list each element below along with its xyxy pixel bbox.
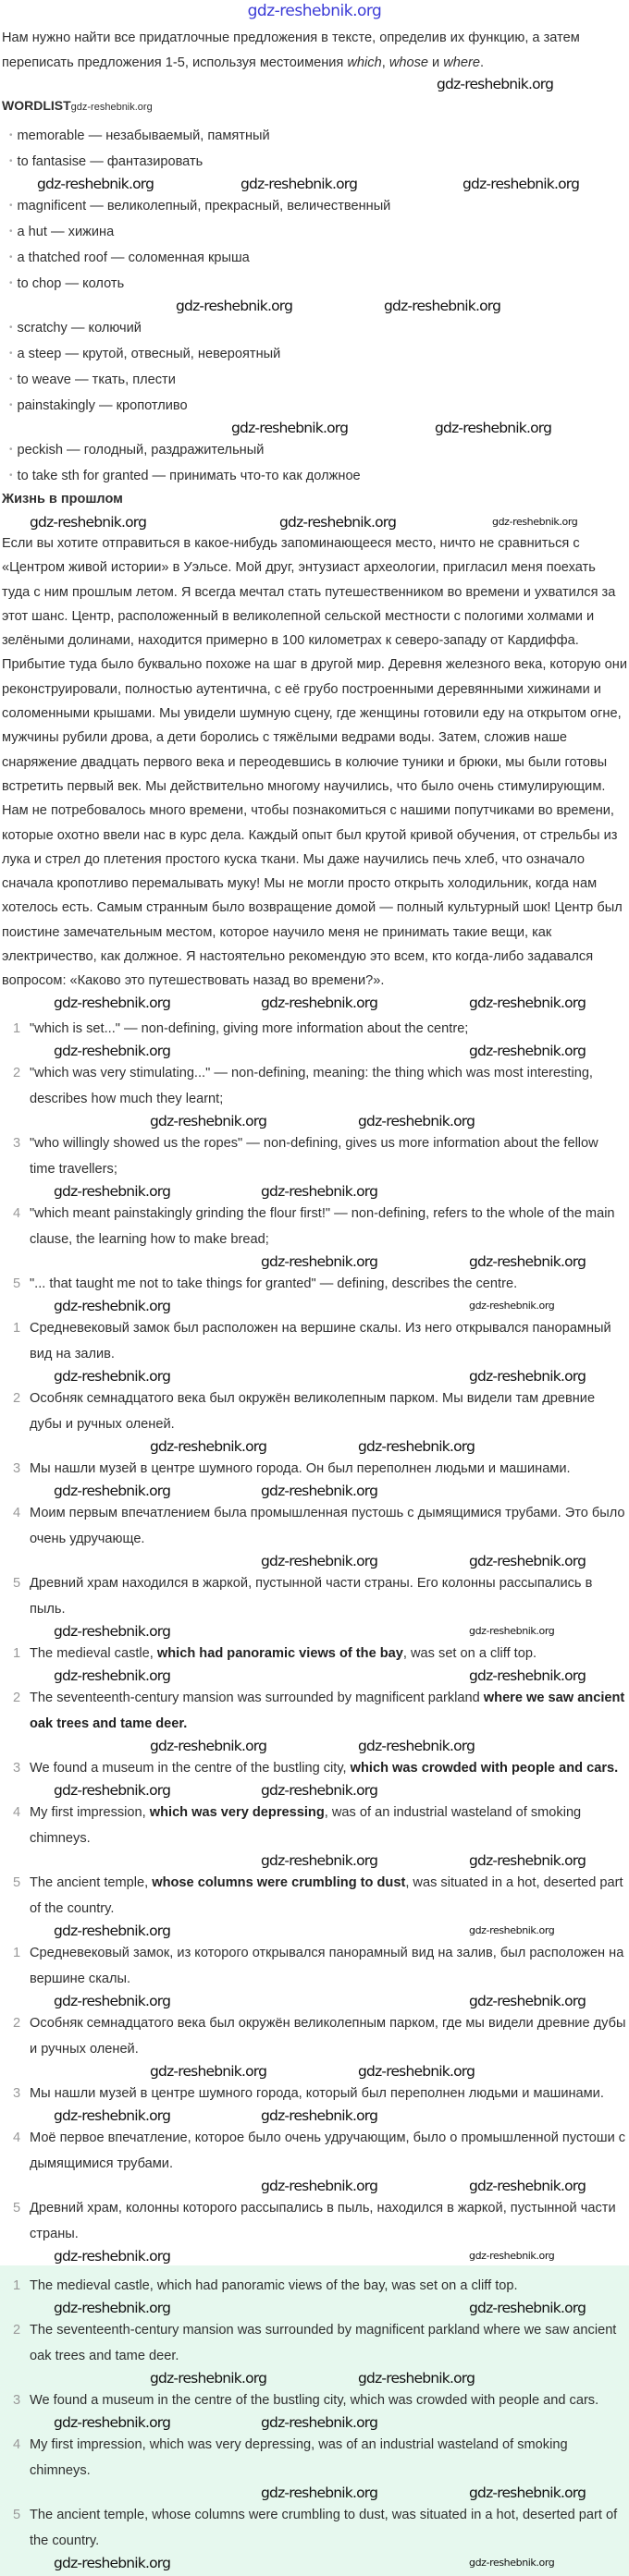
russian-sentence (2, 1456, 627, 1482)
wordlist-item: • memorable — незабываемый, памятный (9, 123, 627, 149)
analysis-item (2, 1060, 627, 1112)
russian-combined-sentence (2, 2081, 627, 2106)
item-number: 4 (13, 1205, 21, 1221)
item-number: 3 (13, 1460, 21, 1476)
watermark: gdz-reshebnik.org (469, 1299, 555, 1312)
analysis-item (2, 1016, 627, 1042)
watermark: gdz-reshebnik.org (240, 176, 358, 192)
watermark: gdz-reshebnik.org (469, 1992, 586, 2009)
item-text (30, 1800, 627, 1851)
wordlist-item: • peckish — голодный, раздражительный (9, 437, 627, 463)
item-number: 2 (13, 2322, 21, 2338)
watermark: gdz-reshebnik.org (150, 1112, 267, 1129)
wordlist-item: • to take sth for granted — принимать что-то как должное (9, 463, 627, 489)
watermark: gdz-reshebnik.org (469, 1252, 586, 1270)
watermark: gdz-reshebnik.org (54, 2247, 171, 2265)
wordlist-item: • magnificent — великолепный, прекрасный, величественный (9, 193, 627, 219)
watermark: gdz-reshebnik.org (261, 2177, 378, 2194)
watermark-row (2, 1367, 627, 1386)
watermark: gdz-reshebnik.org (469, 2484, 586, 2501)
task-intro (2, 26, 627, 75)
watermark: gdz-reshebnik.org (358, 1737, 475, 1754)
watermark: gdz-reshebnik.org (150, 1737, 267, 1754)
watermark-row (2, 2299, 627, 2317)
site-header-logo[interactable]: gdz-reshebnik.org (247, 2, 382, 20)
russian-sentence (2, 1315, 627, 1367)
item-number: 3 (13, 2085, 21, 2101)
watermark: gdz-reshebnik.org (469, 1552, 586, 1569)
watermark: gdz-reshebnik.org (437, 76, 554, 92)
item-number: 2 (13, 2015, 21, 2031)
watermark-row (2, 1552, 627, 1570)
watermark: gdz-reshebnik.org (261, 2106, 378, 2124)
watermark-row (9, 297, 627, 315)
russian-sentence (2, 1570, 627, 1622)
wordlist-item: • scratchy — колючий (9, 315, 627, 341)
watermark: gdz-reshebnik.org (54, 1367, 171, 1385)
watermark: gdz-reshebnik.org (261, 1182, 378, 1200)
text-plain: The medieval castle, (30, 1645, 157, 1661)
russian-combined-sentence (2, 2125, 627, 2177)
item-number: 4 (13, 2436, 21, 2452)
english-sentence (2, 1800, 627, 1851)
text-plain: My first impression, (30, 1804, 150, 1820)
watermark: gdz-reshebnik.org (261, 2413, 378, 2431)
watermark-row (2, 1482, 627, 1500)
item-text: My first impression, which was very depressing, was of an industrial wasteland of smoking chimneys. (30, 2436, 568, 2478)
english-sentence (2, 1755, 627, 1781)
watermark: gdz-reshebnik.org (261, 1781, 378, 1799)
watermark: gdz-reshebnik.org (469, 1367, 586, 1385)
item-text: Особняк семнадцатого века был окружён великолепным парком, где мы видели древние дубы и ручных оленей. (30, 2015, 626, 2057)
item-text: Древний храм, колонны которого рассыпались в пыль, находился в жаркой, пустынной части страны. (30, 2200, 616, 2241)
story-text: Если вы хотите отправиться в какое-нибудь запоминающееся место, ничто не сравниться с «Центром живой истории» в Уэльсе. Мой друг, энтузиаст археологии, пригласил меня поехать туда с ним прошлым летом. Я всегда мечтал стать путешественником во времени и ухватился за этот шанс. Центр, расположенный в великолепной сельской местности с пологими холмами и зелёными долинами, находится примерно в 100 километрах к северо-западу от Кардиффа. Прибытие туда было буквально похоже на шаг в другой мир. Деревня железного века, которую они реконструировали, полностью аутентична, с её грубо построенными деревянными хижинами и соломенными крышами. Мы увидели шумную сцену, где женщины готовили еду на открытом огне, мужчины рубили дрова, а дети боролись с тяжёлыми ведрами воды. Затем, сложив наше снаряжение двадцать первого века и переодевшись в колючие туники и брюки, мы были готовы встретить первый век. Мы действительно многому научились, что было очень стимулирующим. Нам не потребовалось много времени, чтобы познакомиться с нашими попутчиками во времени, которые охотно ввели нас в курс дела. Каждый опыт был крутой кривой обучения, от стрельбы из лука и стрел до плетения простого куска ткани. Мы даже научились печь хлеб, что означало сначала кропотливо перемалывать муку! Мы не могли просто открыть холодильник, когда нам хотелось есть. Самым странным было возвращение домой — полный культурный шок! Центр был поистине замечательным местом, которое научило меня не принимать такие вещи, как электричество, как должное. Я настоятельно рекомендую это всем, кто когда-либо задавался вопросом: «Каково это путешествовать назад во времени?». (2, 536, 627, 989)
watermark: gdz-reshebnik.org (150, 2369, 267, 2387)
item-text (30, 1685, 627, 1737)
relative-clause: which was crowded with people and cars. (350, 1760, 619, 1776)
watermark: gdz-reshebnik.org (469, 1851, 586, 1869)
item-text: Средневековый замок был расположен на вершине скалы. Из него открывался панорамный вид на залив. (30, 1320, 611, 1361)
watermark: gdz-reshebnik.org (54, 1622, 171, 1640)
english-sentence (2, 1641, 627, 1666)
watermark: gdz-reshebnik.org (469, 994, 586, 1011)
item-text: The ancient temple, whose columns were crumbling to dust, was situated in a hot, deserted part of the country. (30, 2507, 618, 2548)
item-number: 3 (13, 1135, 21, 1151)
watermark-row (2, 1622, 627, 1641)
watermark-row (9, 175, 627, 193)
watermark-row (2, 2554, 627, 2572)
watermark: gdz-reshebnik.org (469, 2556, 555, 2569)
text-plain: The seventeenth-century mansion was surrounded by magnificent parkland (30, 1690, 484, 1705)
watermark-row (2, 1182, 627, 1201)
item-text: Мы нашли музей в центре шумного города. Он был переполнен людьми и машинами. (30, 1460, 571, 1476)
wordlist-item: • a hut — хижина (9, 219, 627, 245)
watermark: gdz-reshebnik.org (30, 514, 147, 531)
wordlist (2, 123, 627, 489)
watermark: gdz-reshebnik.org (261, 994, 378, 1011)
item-number: 4 (13, 1804, 21, 1820)
watermark: gdz-reshebnik.org (469, 1624, 555, 1637)
wordlist-title (2, 95, 627, 123)
watermark: gdz-reshebnik.org (150, 1437, 267, 1455)
watermark: gdz-reshebnik.org (358, 2369, 475, 2387)
watermark-row (2, 1737, 627, 1755)
watermark: gdz-reshebnik.org (261, 1851, 378, 1869)
item-number: 5 (13, 1874, 21, 1890)
watermark-row (2, 1781, 627, 1800)
answer-item (2, 2387, 627, 2413)
watermark: gdz-reshebnik.org (469, 1923, 555, 1936)
watermark: gdz-reshebnik.org (261, 1482, 378, 1499)
watermark: gdz-reshebnik.org (54, 1922, 171, 1939)
watermark: gdz-reshebnik.org (54, 2413, 171, 2431)
watermark: gdz-reshebnik.org (469, 2299, 586, 2316)
answer-item (2, 2502, 627, 2554)
watermark-row (2, 994, 627, 1012)
item-text: "which was very stimulating..." — non-defining, meaning: the thing which was most interesting, describes how much they learnt; (30, 1065, 593, 1106)
watermark-row (2, 2177, 627, 2195)
item-text: Моё первое впечатление, которое было очень удручающим, было о промышленной пустоши с дымящимися трубами. (30, 2130, 626, 2171)
item-number: 1 (13, 1320, 21, 1336)
russian-combined-list (2, 1940, 627, 2265)
watermark: gdz-reshebnik.org (54, 1482, 171, 1499)
watermark: gdz-reshebnik.org (54, 1182, 171, 1200)
analysis-item (2, 1130, 627, 1182)
analysis-item (2, 1271, 627, 1297)
answer-item (2, 2432, 627, 2484)
text-plain: , was of an industrial wasteland of smoking chimneys. (30, 1804, 582, 1846)
wordlist-item: • to fantasise — фантазировать (9, 149, 627, 175)
watermark: gdz-reshebnik.org (37, 176, 154, 192)
text-plain: , was situated in a hot, deserted part of the country. (30, 1874, 623, 1916)
text-plain: We found a museum in the centre of the bustling city, (30, 1760, 351, 1776)
analysis-item (2, 1201, 627, 1252)
watermark: gdz-reshebnik.org (54, 2106, 171, 2124)
relative-clause: whose columns were crumbling to dust (152, 1874, 406, 1890)
watermark: gdz-reshebnik.org (384, 298, 501, 314)
watermark-row (2, 2413, 627, 2432)
watermark-row (2, 1437, 627, 1456)
item-text (30, 1755, 627, 1781)
intro-sep: , (381, 55, 389, 70)
item-number: 2 (13, 1390, 21, 1406)
answer-item (2, 2317, 627, 2369)
english-sentence (2, 1685, 627, 1737)
watermark-row (2, 513, 627, 531)
answers-list (2, 2273, 627, 2572)
watermark: gdz-reshebnik.org (54, 1992, 171, 2009)
watermark: gdz-reshebnik.org (176, 298, 293, 314)
item-number: 1 (13, 1945, 21, 1960)
watermark: gdz-reshebnik.org (54, 2299, 171, 2316)
russian-combined-sentence (2, 1940, 627, 1992)
item-text: Древний храм находился в жаркой, пустынной части страны. Его колонны рассыпались в пыль. (30, 1575, 593, 1617)
watermark: gdz-reshebnik.org (469, 1666, 586, 1684)
intro-text: Нам нужно найти все придатлочные предложения в тексте, определив их функцию, а затем переписать предложения 1-5, используя местоимения (2, 31, 580, 70)
watermark: gdz-reshebnik.org (54, 1666, 171, 1684)
clause-analysis-list (2, 1016, 627, 1315)
russian-combined-sentence (2, 2010, 627, 2062)
watermark: gdz-reshebnik.org (358, 2062, 475, 2080)
russian-sentence (2, 1500, 627, 1552)
watermark: gdz-reshebnik.org (358, 1437, 475, 1455)
watermark-row (2, 2484, 627, 2502)
watermark-row (2, 2062, 627, 2081)
item-number: 2 (13, 1690, 21, 1705)
watermark-row (2, 1851, 627, 1870)
watermark-row (2, 75, 627, 93)
item-number: 4 (13, 2130, 21, 2145)
wordlist-label: WORDLIST (2, 98, 71, 113)
item-number: 1 (13, 2277, 21, 2293)
watermark: gdz-reshebnik.org (54, 1297, 171, 1314)
watermark-row (2, 1922, 627, 1940)
item-number: 2 (13, 1065, 21, 1080)
item-text: Особняк семнадцатого века был окружён великолепным парком. Мы видели там древние дубы и ручных оленей. (30, 1390, 596, 1432)
item-text: "which is set..." — non-defining, giving more information about the centre; (30, 1020, 469, 1036)
watermark-row (2, 2106, 627, 2125)
relative-clause: which had panoramic views of the bay (156, 1645, 403, 1661)
wordlist-item: • a steep — крутой, отвесный, невероятный (9, 341, 627, 367)
russian-sentence (2, 1386, 627, 1437)
item-number: 4 (13, 1505, 21, 1520)
watermark: gdz-reshebnik.org (261, 2484, 378, 2501)
watermark: gdz-reshebnik.org (469, 2177, 586, 2194)
watermark-row (2, 1042, 627, 1060)
watermark: gdz-reshebnik.org (231, 420, 349, 436)
watermark: gdz-reshebnik.org (469, 2249, 555, 2262)
item-text: Моим первым впечатлением была промышленная пустошь с дымящимися трубами. Это было очень удручающе. (30, 1505, 625, 1546)
russian-combined-sentence (2, 2195, 627, 2247)
russian-sentences-list (2, 1315, 627, 1641)
text-plain: , was set on a cliff top. (402, 1645, 537, 1661)
watermark: gdz-reshebnik.org (469, 1042, 586, 1059)
item-number: 5 (13, 2507, 21, 2522)
watermark-row (2, 1297, 627, 1315)
wordlist-item: • to chop — колоть (9, 271, 627, 297)
answer-block (0, 2265, 629, 2576)
item-number: 1 (13, 1020, 21, 1036)
intro-em: which (347, 55, 382, 70)
story-title: Жизнь в прошлом (2, 492, 123, 507)
intro-end: . (480, 55, 485, 70)
watermark-row (2, 2247, 627, 2265)
item-number: 5 (13, 1276, 21, 1291)
item-number: 1 (13, 1645, 21, 1661)
intro-sep: и (428, 55, 444, 70)
watermark: gdz-reshebnik.org (54, 1781, 171, 1799)
intro-em: where (443, 55, 481, 70)
relative-clause: where we saw ancient oak trees and tame deer. (30, 1690, 625, 1731)
watermark-row (9, 419, 627, 437)
watermark: gdz-reshebnik.org (150, 2062, 267, 2080)
item-text (30, 1870, 627, 1922)
watermark: gdz-reshebnik.org (435, 420, 552, 436)
intro-em: whose (388, 55, 428, 70)
watermark: gdz-reshebnik.org (462, 176, 580, 192)
watermark-row (2, 2369, 627, 2387)
watermark: gdz-reshebnik.org (54, 2554, 171, 2571)
item-text: We found a museum in the centre of the bustling city, which was crowded with people and cars. (30, 2392, 599, 2408)
watermark: gdz-reshebnik.org (54, 1042, 171, 1059)
watermark-row (2, 1252, 627, 1271)
item-number: 5 (13, 1575, 21, 1591)
item-text: Средневековый замок, из которого открывался панорамный вид на залив, был расположен на вершине скалы. (30, 1945, 624, 1986)
item-text: "... that taught me not to take things for granted" — defining, describes the centre. (30, 1276, 518, 1291)
wordlist-item: • to weave — ткать, плести (9, 367, 627, 393)
english-sentence (2, 1870, 627, 1922)
item-number: 5 (13, 2200, 21, 2216)
wordlist-item: • painstakingly — кропотливо (9, 393, 627, 419)
item-text: Мы нашли музей в центре шумного города, который был переполнен людьми и машинами. (30, 2085, 604, 2101)
text-plain: The ancient temple, (30, 1874, 153, 1890)
watermark: gdz-reshebnik.org (261, 1552, 378, 1569)
wordlist-item: • a thatched roof — соломенная крыша (9, 245, 627, 271)
item-number: 3 (13, 1760, 21, 1776)
item-text: The medieval castle, which had panoramic views of the bay, was set on a cliff top. (30, 2277, 518, 2293)
watermark-row (2, 1992, 627, 2010)
watermark: gdz-reshebnik.org (261, 1252, 378, 1270)
watermark-row (2, 1666, 627, 1685)
item-number: 3 (13, 2392, 21, 2408)
relative-clause: which was very depressing (149, 1804, 325, 1820)
watermark-row (2, 1112, 627, 1130)
item-text: "who willingly showed us the ropes" — non-defining, gives us more information about the fellow time travellers; (30, 1135, 598, 1177)
watermark: gdz-reshebnik.org (279, 514, 397, 531)
watermark: gdz-reshebnik.org (54, 994, 171, 1011)
watermark: gdz-reshebnik.org (492, 516, 578, 528)
answer-item (2, 2273, 627, 2299)
item-text: The seventeenth-century mansion was surrounded by magnificent parkland where we saw ancient oak trees and tame deer. (30, 2322, 617, 2363)
watermark: gdz-reshebnik.org (70, 102, 153, 113)
item-text (30, 1641, 627, 1666)
watermark: gdz-reshebnik.org (358, 1112, 475, 1129)
item-text: "which meant painstakingly grinding the flour first!" — non-defining, refers to the whole of the main clause, the learning how to make bread; (30, 1205, 615, 1247)
english-bold-list (2, 1641, 627, 1940)
